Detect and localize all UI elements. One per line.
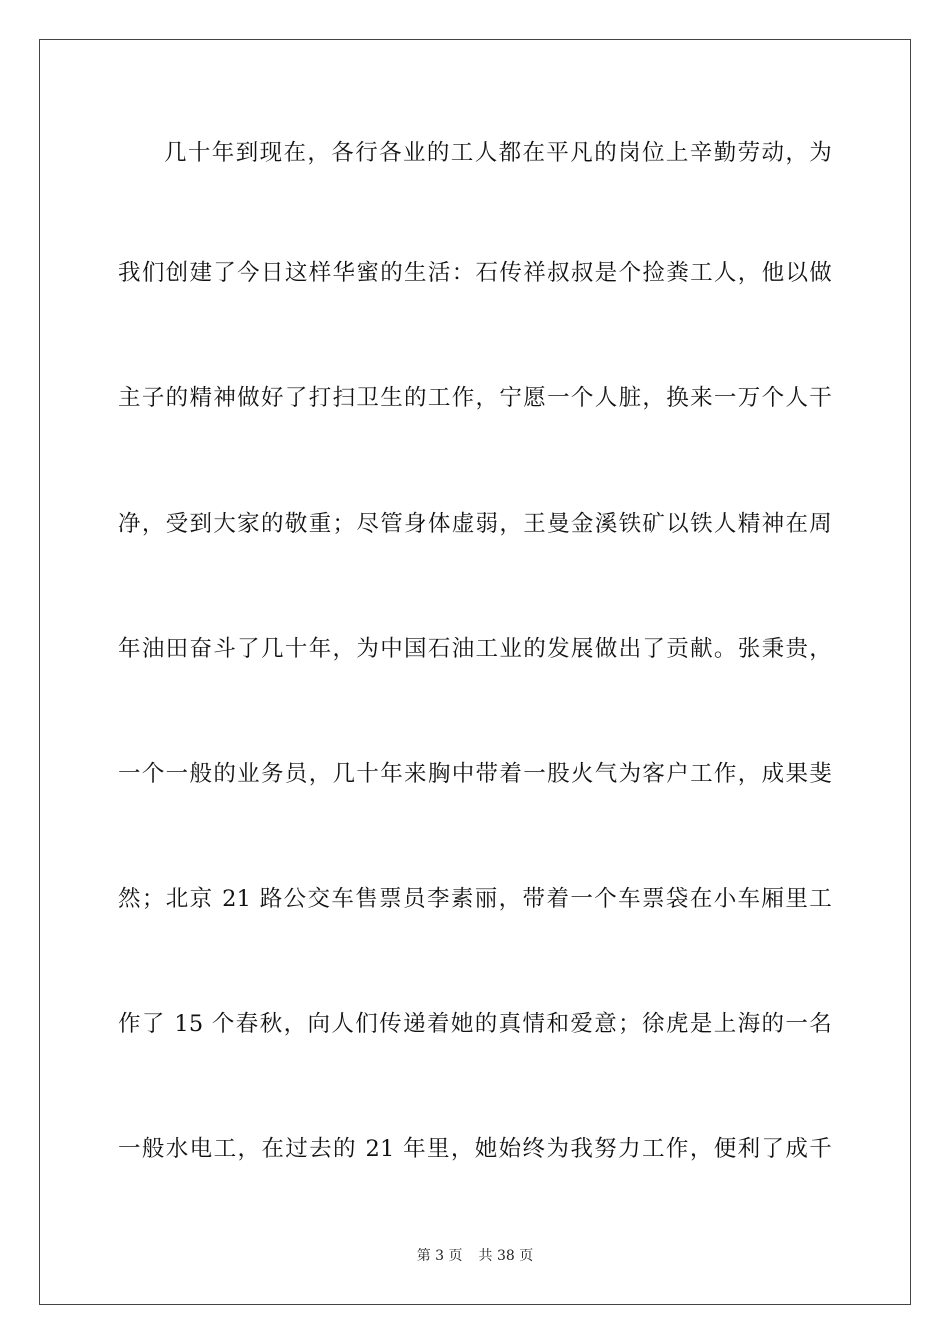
page-total: 共 38 页 xyxy=(478,1248,534,1264)
text-line-3: 主子的精神做好了打扫卫生的工作，宁愿一个人脏，换来一万个人干 xyxy=(118,385,832,411)
text-line-7: 然；北京 21 路公交车售票员李素丽，带着一个车票袋在小车厢里工 xyxy=(118,886,832,912)
text-line-8: 作了 15 个春秋，向人们传递着她的真情和爱意；徐虎是上海的一名 xyxy=(118,1011,832,1037)
page-number: 第 3 页 xyxy=(416,1248,463,1264)
page-border xyxy=(39,39,911,1305)
text-line-2: 我们创建了今日这样华蜜的生活：石传祥叔叔是个捡粪工人，他以做 xyxy=(118,260,832,286)
text-line-6: 一个一般的业务员，几十年来胸中带着一股火气为客户工作，成果斐 xyxy=(118,761,832,787)
text-line-1: 几十年到现在，各行各业的工人都在平凡的岗位上辛勤劳动，为 xyxy=(164,140,832,166)
text-line-9: 一般水电工，在过去的 21 年里，她始终为我努力工作，便利了成千 xyxy=(118,1136,832,1162)
text-line-5: 年油田奋斗了几十年，为中国石油工业的发展做出了贡献。张秉贵， xyxy=(118,636,832,662)
page-footer xyxy=(0,1247,950,1265)
text-line-4: 净，受到大家的敬重；尽管身体虚弱，王曼金溪铁矿以铁人精神在周 xyxy=(118,511,832,537)
